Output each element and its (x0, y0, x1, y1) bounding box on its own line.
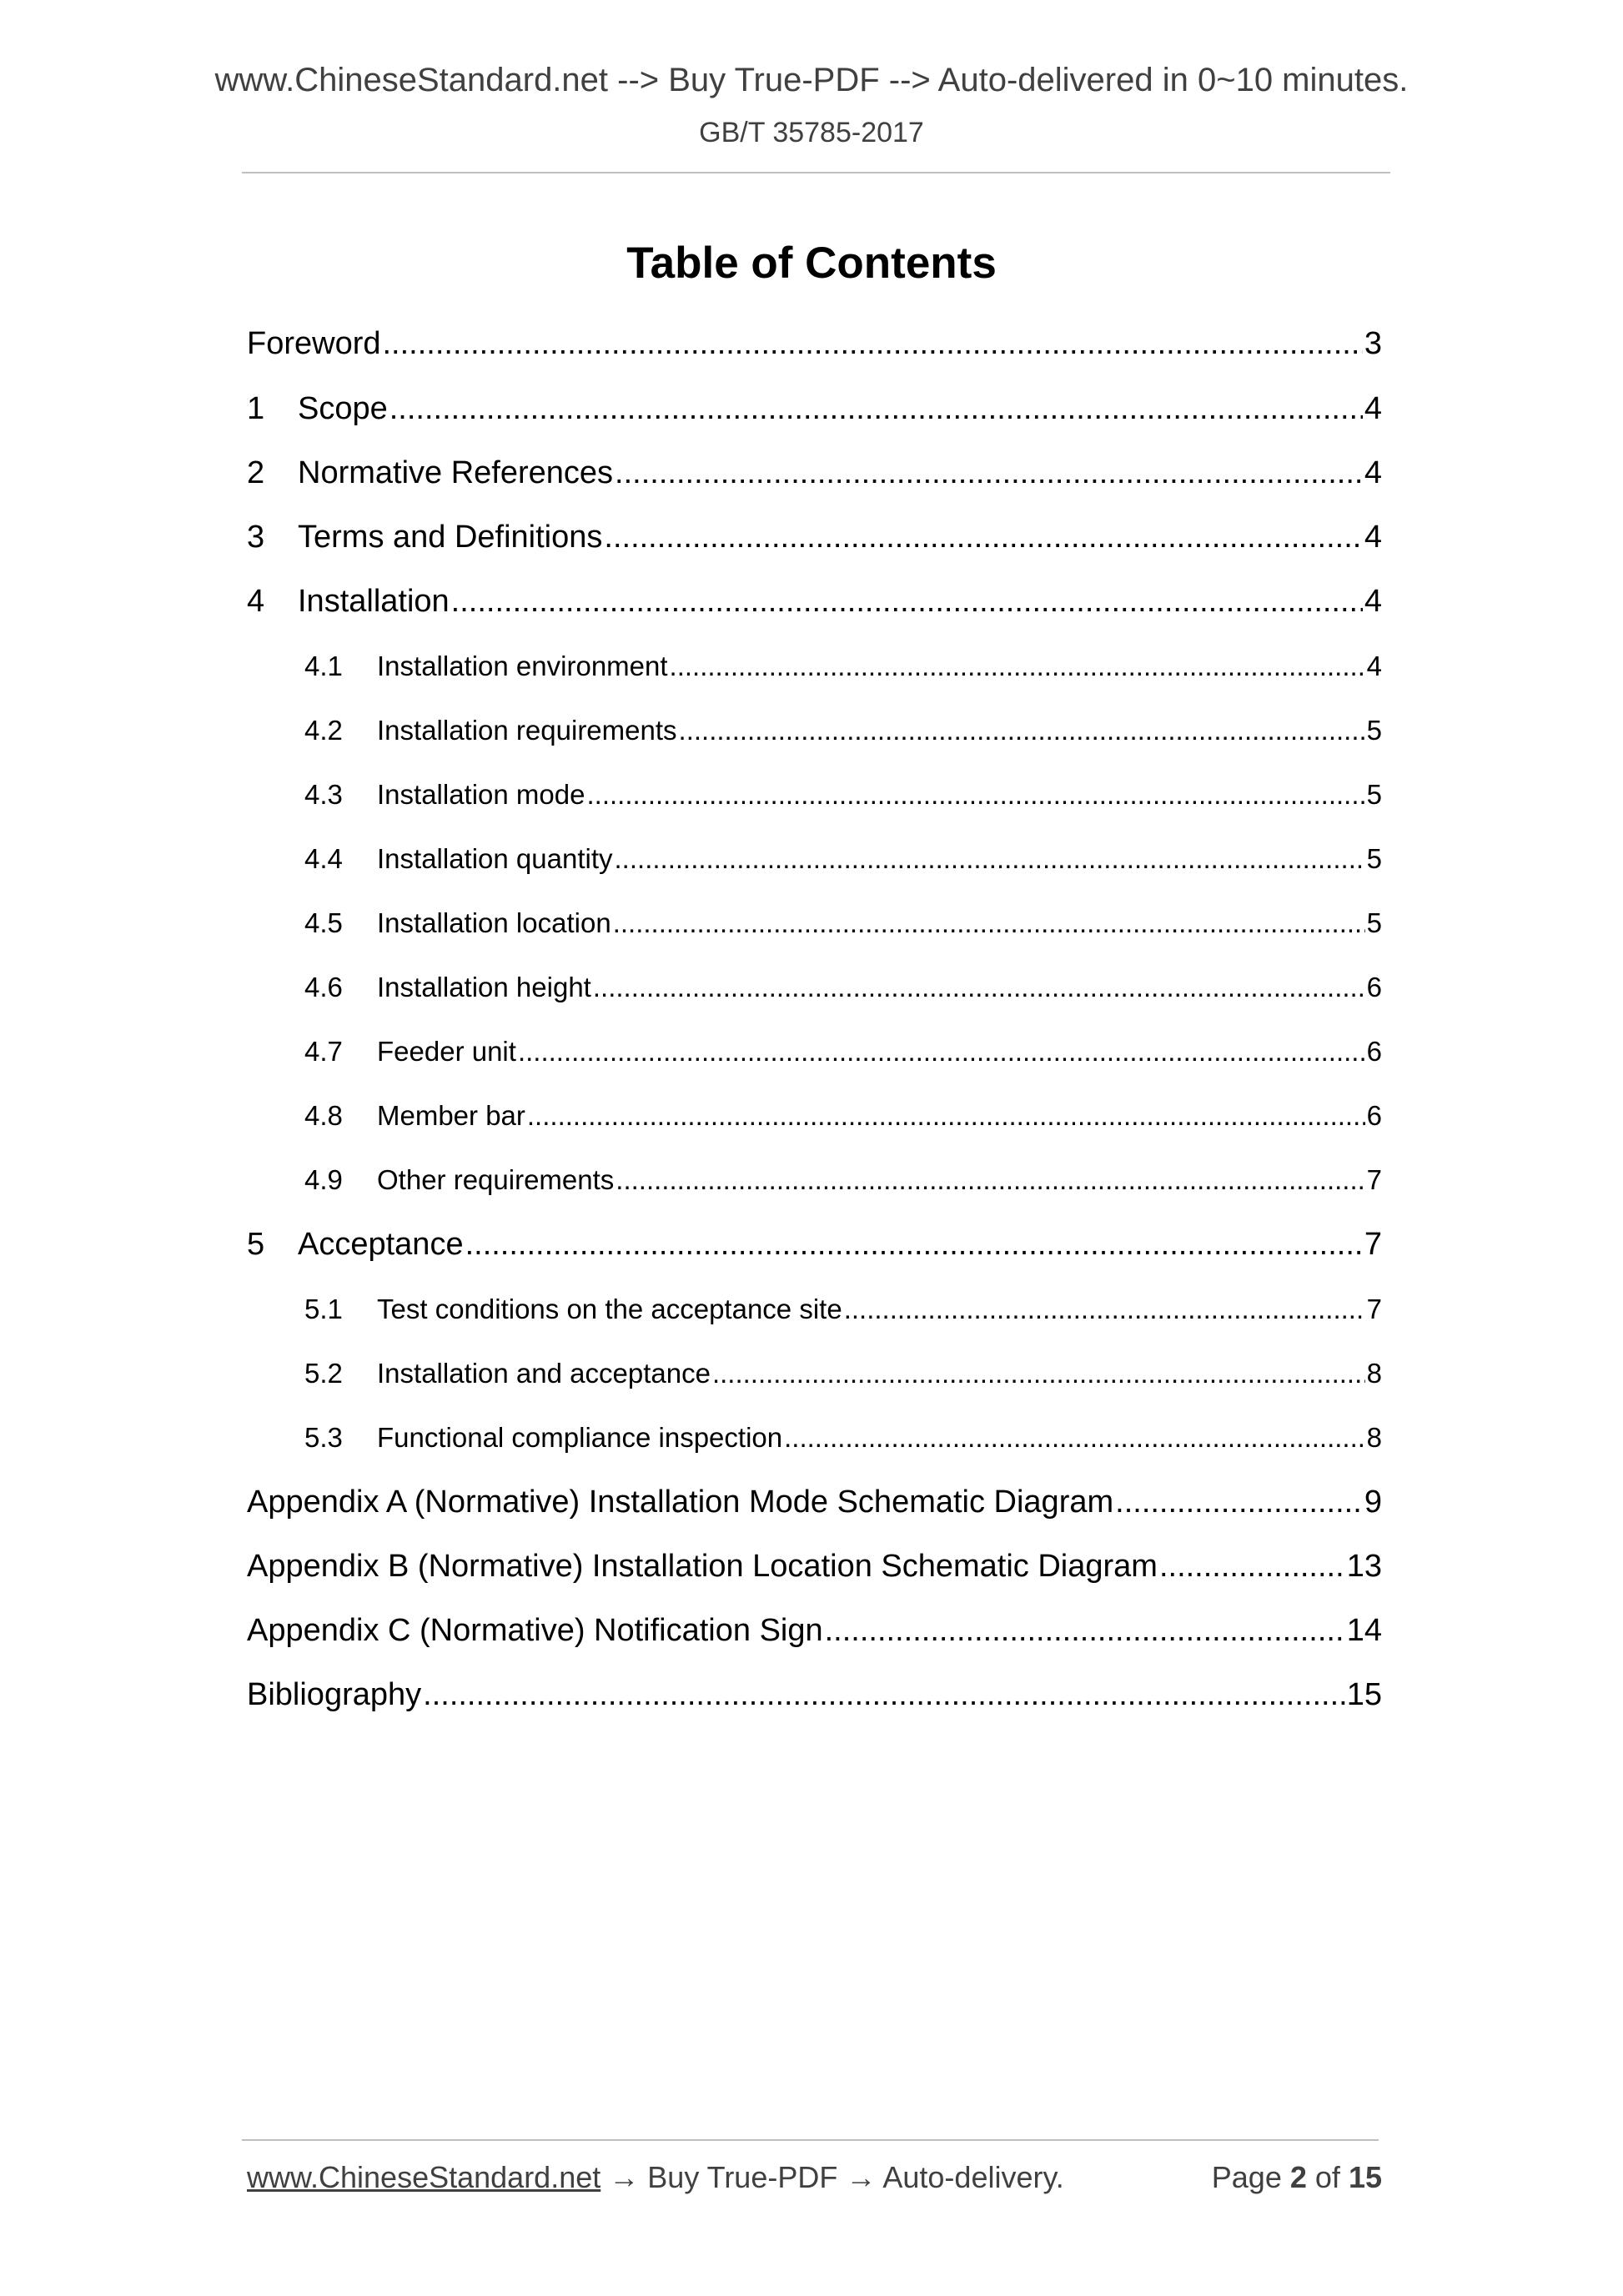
toc-entry-label: Normative References (298, 455, 614, 490)
toc-entry-4-1[interactable] (304, 652, 1382, 680)
toc-entry-number: 5.3 (304, 1422, 343, 1453)
toc-entry-4-2[interactable] (304, 716, 1382, 744)
toc-entry-scope[interactable] (247, 393, 1382, 425)
toc-entry-label: Test conditions on the acceptance site (377, 1294, 842, 1324)
toc-entry-label: Installation and acceptance (377, 1358, 711, 1389)
toc-entry-label: Appendix C (Normative) Notification Sign (247, 1613, 823, 1648)
toc-entry-number: 4.9 (304, 1164, 343, 1195)
toc-entry-4-3[interactable] (304, 781, 1382, 808)
toc-entry-5-1[interactable] (304, 1295, 1382, 1323)
toc-leader (616, 1166, 1364, 1193)
toc-entry-4-9[interactable] (304, 1166, 1382, 1193)
toc-entry-label: Acceptance (298, 1227, 464, 1262)
toc-entry-number: 5.1 (304, 1294, 343, 1324)
toc-entry-4-7[interactable] (304, 1037, 1382, 1065)
toc-entry-label: Installation height (377, 972, 591, 1002)
toc-entry-4-6[interactable] (304, 973, 1382, 1001)
footer-divider (242, 2139, 1379, 2141)
toc-entry-page: 7 (1366, 1294, 1382, 1324)
toc-entry-5-2[interactable] (304, 1359, 1382, 1387)
toc-entry-number: 4 (247, 584, 265, 619)
toc-entry-page: 8 (1366, 1422, 1382, 1453)
toc-leader (593, 973, 1365, 1001)
standard-code: GB/T 35785-2017 (699, 117, 924, 148)
toc-leader (613, 909, 1365, 937)
toc-entry-4-8[interactable] (304, 1102, 1382, 1129)
toc-entry-number: 4.6 (304, 972, 343, 1002)
toc-entry-page: 5 (1366, 715, 1382, 746)
toc-entry-label: Feeder unit (377, 1036, 516, 1067)
toc-entry-terms-definitions[interactable] (247, 521, 1382, 553)
toc-leader (1159, 1550, 1345, 1582)
arrow-right-icon: → (846, 2160, 877, 2194)
toc-leader (586, 781, 1364, 808)
toc-entry-number: 5.2 (304, 1358, 343, 1389)
toc-entry-number: 4.1 (304, 651, 343, 681)
toc-leader (712, 1359, 1365, 1387)
toc-leader (615, 457, 1363, 489)
header-divider (242, 172, 1390, 173)
toc-entry-page: 8 (1366, 1358, 1382, 1389)
toc-entry-foreword[interactable] (247, 328, 1382, 359)
toc-entry-number: 4.7 (304, 1036, 343, 1067)
page-total: 15 (1348, 2160, 1382, 2194)
toc-entry-number: 5 (247, 1227, 265, 1262)
toc-entry-page: 4 (1364, 391, 1382, 426)
toc-entry-label: Other requirements (377, 1164, 615, 1195)
footer (247, 2160, 1382, 2194)
toc-leader (527, 1102, 1365, 1129)
toc-entry-acceptance[interactable] (247, 1228, 1382, 1260)
toc-entry-page: 7 (1364, 1227, 1382, 1262)
toc-entry-appendix-c[interactable] (247, 1615, 1382, 1646)
toc-leader (465, 1228, 1363, 1260)
toc-entry-label: Terms and Definitions (298, 520, 603, 555)
toc-entry-label: Appendix B (Normative) Installation Location Schematic Diagram (247, 1549, 1158, 1584)
toc-entry-page: 13 (1346, 1549, 1382, 1584)
toc-entry-page: 6 (1366, 1100, 1382, 1131)
page-current: 2 (1289, 2160, 1307, 2194)
toc-entry-page: 9 (1364, 1485, 1382, 1520)
arrow-right-icon: → (609, 2160, 640, 2194)
page-of: of (1314, 2160, 1340, 2194)
toc-entry-number: 1 (247, 391, 265, 426)
toc-leader (383, 328, 1363, 359)
toc-entry-page: 4 (1366, 651, 1382, 681)
page-indicator (1211, 2160, 1382, 2194)
toc-leader (825, 1615, 1345, 1646)
page-word: Page (1211, 2160, 1282, 2194)
toc-entry-bibliography[interactable] (247, 1679, 1382, 1711)
toc-leader (679, 716, 1365, 744)
toc-entry-page: 5 (1366, 907, 1382, 938)
toc-leader (389, 393, 1363, 425)
toc-leader (615, 845, 1365, 872)
toc-leader (423, 1679, 1345, 1711)
toc-entry-page: 15 (1346, 1677, 1382, 1712)
toc-entry-label: Installation environment (377, 651, 668, 681)
toc-entry-page: 4 (1364, 584, 1382, 619)
toc-entry-page: 4 (1364, 520, 1382, 555)
toc-entry-label: Installation location (377, 907, 611, 938)
toc-entry-number: 2 (247, 455, 265, 490)
toc-entry-label: Installation (298, 584, 450, 619)
toc-entry-normative-references[interactable] (247, 457, 1382, 489)
page-title: Table of Contents (626, 239, 997, 288)
footer-delivery-text: Auto-delivery. (882, 2160, 1064, 2194)
toc-entry-label: Installation requirements (377, 715, 677, 746)
toc-leader (518, 1037, 1365, 1065)
toc-entry-label: Functional compliance inspection (377, 1422, 783, 1453)
toc-entry-label: Member bar (377, 1100, 525, 1131)
toc-leader (784, 1424, 1365, 1451)
toc-entry-label: Installation mode (377, 779, 585, 810)
toc-entry-number: 4.4 (304, 843, 343, 874)
toc-entry-installation[interactable] (247, 585, 1382, 617)
toc-entry-number: 4.3 (304, 779, 343, 810)
toc-entry-number: 4.5 (304, 907, 343, 938)
toc-entry-page: 6 (1366, 1036, 1382, 1067)
toc-entry-4-5[interactable] (304, 909, 1382, 937)
toc-entry-label: Foreword (247, 326, 381, 361)
footer-site-link[interactable]: www.ChineseStandard.net (247, 2160, 601, 2194)
toc-entry-page: 4 (1364, 455, 1382, 490)
toc-leader (844, 1295, 1365, 1323)
toc-entry-number: 4.2 (304, 715, 343, 746)
toc-entry-page: 7 (1366, 1164, 1382, 1195)
toc-entry-label: Scope (298, 391, 388, 426)
toc-entry-appendix-b[interactable] (247, 1550, 1382, 1582)
toc-leader (604, 521, 1362, 553)
toc-entry-appendix-a[interactable] (247, 1486, 1382, 1518)
toc-leader (670, 652, 1365, 680)
toc-entry-label: Bibliography (247, 1677, 422, 1712)
toc-entry-4-4[interactable] (304, 845, 1382, 872)
toc-leader (1115, 1486, 1363, 1518)
footer-buy-text: Buy True-PDF (647, 2160, 838, 2194)
toc-entry-page: 5 (1366, 843, 1382, 874)
toc-entry-label: Appendix A (Normative) Installation Mode Schematic Diagram (247, 1485, 1114, 1520)
toc-entry-number: 3 (247, 520, 265, 555)
toc-entry-page: 5 (1366, 779, 1382, 810)
header-banner: www.ChineseStandard.net --> Buy True-PDF --> Auto-delivered in 0~10 minutes. (214, 62, 1409, 98)
toc-entry-page: 14 (1346, 1613, 1382, 1648)
toc-leader (451, 585, 1363, 617)
toc-entry-label: Installation quantity (377, 843, 613, 874)
toc-entry-page: 6 (1366, 972, 1382, 1002)
toc-entry-number: 4.8 (304, 1100, 343, 1131)
toc-entry-page: 3 (1364, 326, 1382, 361)
toc-entry-5-3[interactable] (304, 1424, 1382, 1451)
